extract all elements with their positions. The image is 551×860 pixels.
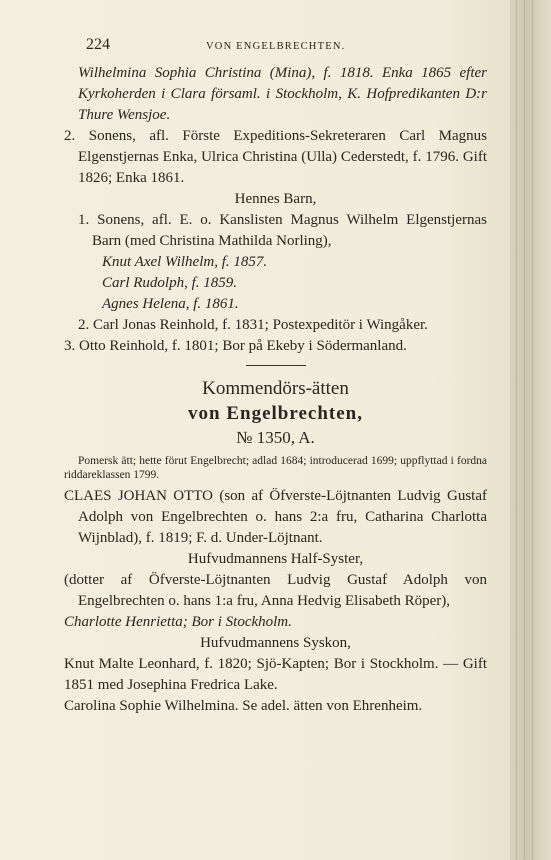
page-content — [64, 36, 487, 717]
entry-knut-malte: Knut Malte Leonhard, f. 1820; Sjö-Kapten; Bor i Stockholm. — Gift 1851 med Josephina Fredrica Lake. — [64, 656, 487, 693]
entry-carl-jonas: 2. Carl Jonas Reinhold, f. 1831; Postexpeditör i Wingåker. — [78, 317, 428, 333]
section-number: № 1350, A. — [236, 428, 315, 447]
entry-otto: 3. Otto Reinhold, f. 1801; Bor på Ekeby i Södermanland. — [64, 338, 407, 354]
entry-claes: CLAES JOHAN OTTO (son af Öfverste-Löjtnanten Ludvig Gustaf Adolph von Engelbrechten o. hans 2:a fru, Catharina Charlotta Wijnblad), f. 1819; F. d. Under-Löjtnant. — [64, 488, 487, 546]
child-carl-rudolph: Carl Rudolph, f. 1859. — [102, 275, 238, 291]
hennes-barn-heading: Hennes Barn, — [234, 191, 317, 207]
section-title: Kommendörs-ätten — [202, 378, 349, 399]
section-family-name: von Engelbrechten, — [188, 403, 363, 424]
running-head: VON ENGELBRECHTEN. — [206, 41, 346, 52]
section-note: Pomersk ätt; hette förut Engelbrecht; adlad 1684; introducerad 1699; uppflyttad i fordna riddareklassen 1799. — [64, 455, 487, 481]
page-number: 224 — [86, 36, 110, 53]
entry-charlotte: Charlotte Henrietta; Bor i Stockholm. — [64, 614, 292, 630]
divider — [246, 365, 306, 366]
page-header — [64, 36, 487, 60]
page-edge — [510, 0, 551, 860]
syskon-heading: Hufvudmannens Syskon, — [200, 635, 351, 651]
entry-carolina: Carolina Sophie Wilhelmina. Se adel. ätten von Ehrenheim. — [64, 698, 423, 714]
half-syster-parentage: (dotter af Öfverste-Löjtnanten Ludvig Gustaf Adolph von Engelbrechten o. hans 1:a fru, Anna Hedvig Elisabeth Röper), — [64, 572, 487, 609]
entry-sonens-enka: 2. Sonens, afl. Förste Expeditions-Sekreteraren Carl Magnus Elgenstjernas Enka, Ulrica Christina (Ulla) Cederstedt, f. 1796. Gift 1826; Enka 1861. — [64, 128, 487, 186]
child-knut: Knut Axel Wilhelm, f. 1857. — [102, 254, 268, 270]
child-agnes: Agnes Helena, f. 1861. — [102, 296, 239, 312]
entry-wilhelmina: Wilhelmina Sophia Christina (Mina), f. 1818. Enka 1865 efter Kyrkoherden i Clara församl. i Stockholm, K. Hofpredikanten D:r Thure Wensjoe. — [78, 65, 487, 123]
half-syster-heading: Hufvudmannens Half-Syster, — [187, 551, 364, 567]
entry-sonens-barn: 1. Sonens, afl. E. o. Kanslisten Magnus Wilhelm Elgenstjernas Barn (med Christina Mathilda Norling), — [78, 212, 487, 249]
